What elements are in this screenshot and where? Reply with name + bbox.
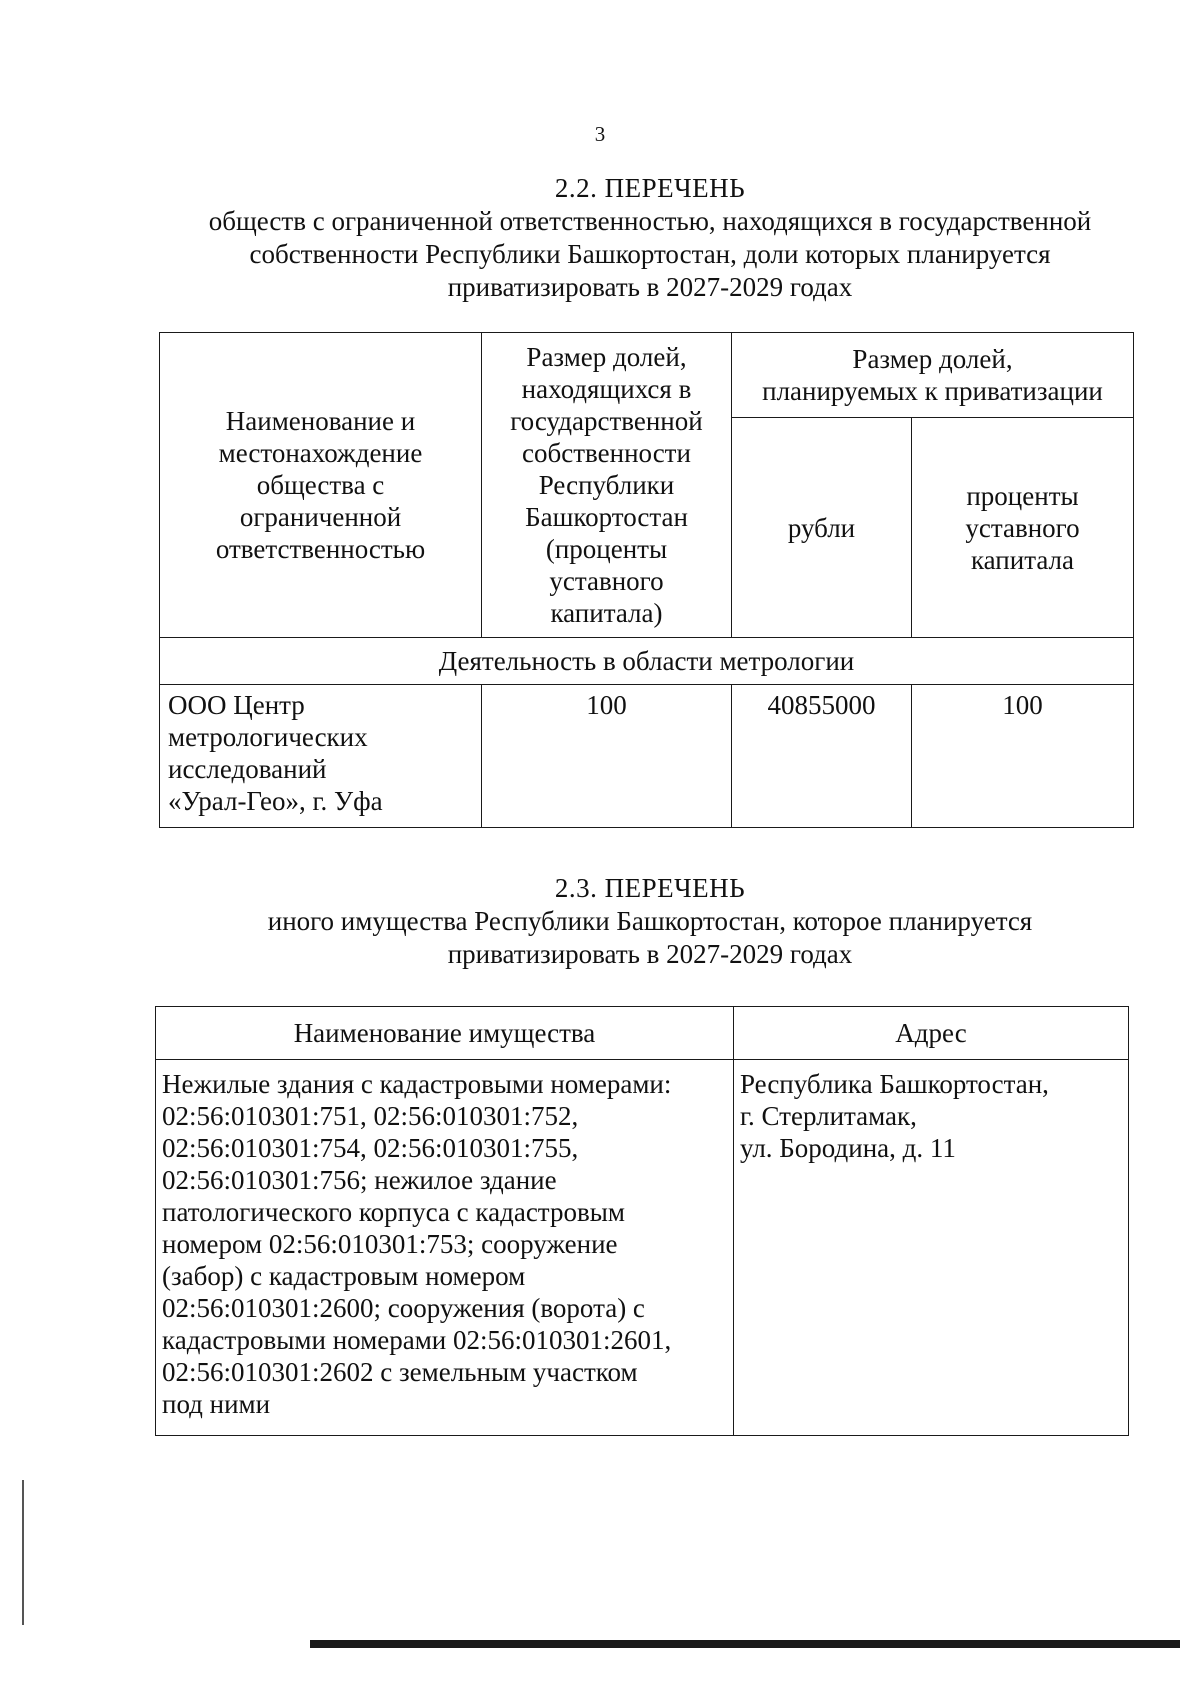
- table-row: [160, 685, 1134, 828]
- scan-bottom-rule: [310, 1640, 1180, 1648]
- section-2-3-subtitle-line: приватизировать в 2027-2029 годах: [447, 939, 853, 969]
- header-rubles: рубли: [732, 418, 912, 638]
- header-state-share: Размер долей, находящихся в государственной собственности Республики Башкортостан (проценты уставного капитала): [482, 333, 732, 638]
- section-2-3-subtitle-line: иного имущества Республики Башкортостан, которое планируется: [267, 906, 1033, 936]
- section-2-2-subtitle-line: собственности Республики Башкортостан, доли которых планируется: [249, 239, 1051, 269]
- section-2-2-heading: [150, 172, 1150, 304]
- activity-section-row: Деятельность в области метрологии: [160, 638, 1134, 685]
- header-planned-shares: Размер долей, планируемых к приватизации: [732, 333, 1134, 418]
- property-privatization-table: [155, 1006, 1129, 1436]
- table-row: [156, 1060, 1129, 1436]
- llc-privatization-table: [159, 332, 1134, 828]
- header-property-name: Наименование имущества: [156, 1007, 734, 1060]
- section-2-2-title: 2.2. ПЕРЕЧЕНЬ: [554, 173, 746, 203]
- section-2-3-heading: [150, 872, 1150, 971]
- page-number: 3: [594, 122, 606, 146]
- rubles-cell: 40855000: [732, 685, 912, 828]
- scan-margin-line: [22, 1480, 24, 1625]
- state-share-cell: 100: [482, 685, 732, 828]
- section-2-2-subtitle-line: приватизировать в 2027-2029 годах: [447, 272, 853, 302]
- section-2-2-subtitle-line: обществ с ограниченной ответственностью, находящихся в государственной: [208, 206, 1092, 236]
- company-name-cell: ООО Центр метрологических исследований «Урал-Гео», г. Уфа: [160, 685, 482, 828]
- property-name-cell: Нежилые здания с кадастровыми номерами: 02:56:010301:751, 02:56:010301:752, 02:56:010301:754, 02:56:010301:755, 02:56:010301:756; нежилое здание патологического корпуса с кадастровым номером 02:56:010301:753; сооружение (забор) с кадастровым номером 02:56:010301:2600; сооружения (ворота) с кадастровыми номерами 02:56:010301:2601, 02:56:010301:2602 с земельным участком под ними: [156, 1060, 734, 1436]
- address-cell: Республика Башкортостан, г. Стерлитамак, ул. Бородина, д. 11: [734, 1060, 1129, 1436]
- header-percent: проценты уставного капитала: [912, 418, 1134, 638]
- header-address: Адрес: [734, 1007, 1129, 1060]
- header-company-name: Наименование и местонахождение общества с ограниченной ответственностью: [160, 333, 482, 638]
- section-2-3-title: 2.3. ПЕРЕЧЕНЬ: [554, 873, 746, 903]
- percent-cell: 100: [912, 685, 1134, 828]
